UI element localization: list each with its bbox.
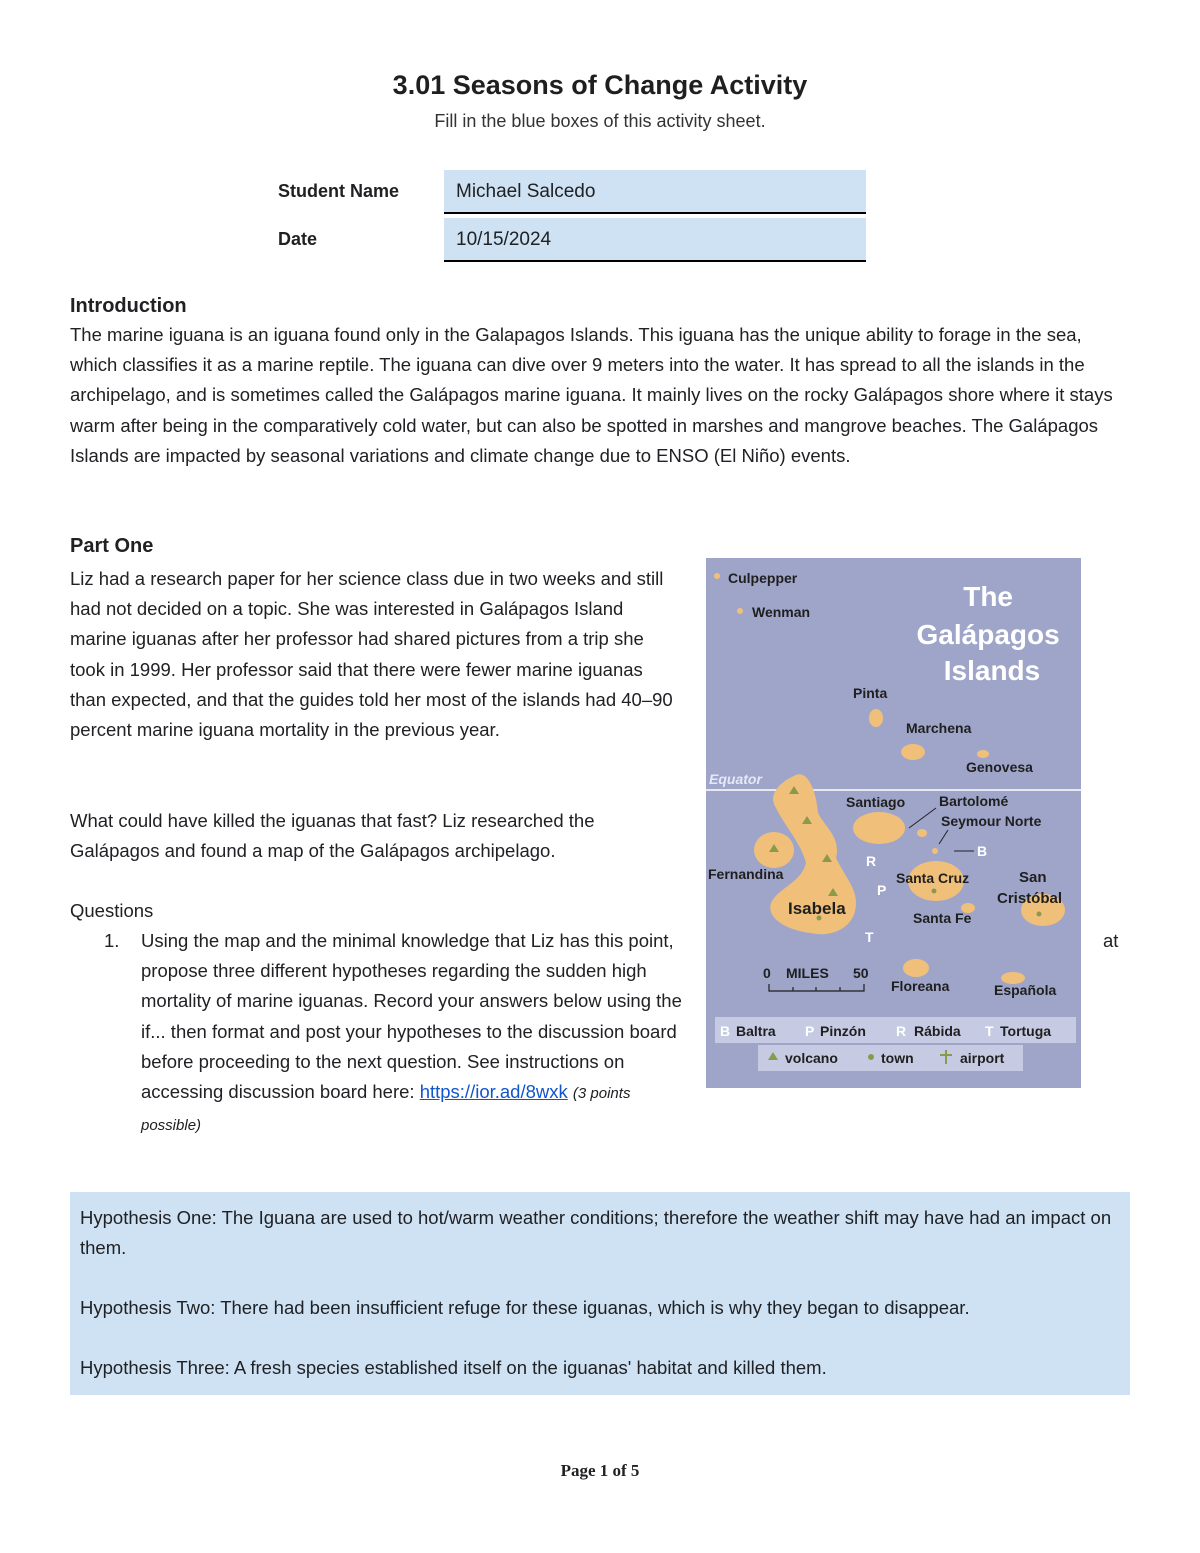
date-label: Date xyxy=(278,229,318,249)
scale-zero: 0 xyxy=(763,965,771,981)
hypothesis-two: Hypothesis Two: There had been insufficient refuge for these iguanas, which is why they began to disappear. xyxy=(80,1297,970,1318)
label-pinta: Pinta xyxy=(853,685,888,701)
page-title: 3.01 Seasons of Change Activity xyxy=(392,70,808,100)
marker-tortuga: T xyxy=(865,929,874,945)
legend-r-key: R xyxy=(896,1023,907,1039)
island-bartolome-area xyxy=(917,829,927,837)
island-genovesa xyxy=(977,750,989,758)
discussion-board-link[interactable]: https://ior.ad/8wxk xyxy=(419,1081,568,1103)
label-genovesa: Genovesa xyxy=(966,759,1033,775)
hypothesis-one: Hypothesis One: The Iguana are used to hot/warm weather conditions; therefore the weather shift may have had an impact on them. xyxy=(80,1207,1112,1258)
label-espanola: Española xyxy=(994,982,1057,998)
label-wenman: Wenman xyxy=(752,604,811,620)
island-marchena xyxy=(901,744,925,760)
marker-baltra: B xyxy=(977,843,988,859)
equator-label: Equator xyxy=(709,771,762,787)
legend-p-key: P xyxy=(805,1023,815,1039)
island-culpepper xyxy=(714,573,720,579)
map-title-line-2: Galápagos xyxy=(916,619,1060,650)
label-san: San xyxy=(1019,869,1047,886)
legend-t-key: T xyxy=(985,1023,994,1039)
label-santa-fe: Santa Fe xyxy=(913,910,972,926)
label-fernandina: Fernandina xyxy=(708,866,784,882)
points-note: (3 points possible) xyxy=(141,1085,631,1135)
student-name-label: Student Name xyxy=(278,181,400,201)
town-icon xyxy=(1037,912,1042,917)
label-santiago: Santiago xyxy=(846,794,906,810)
legend-volcano: volcano xyxy=(785,1050,838,1066)
island-seymour xyxy=(932,848,938,854)
question-number: 1. xyxy=(104,930,120,951)
hypotheses-answer-box[interactable] xyxy=(70,1192,1130,1395)
map-title-line-1: The xyxy=(963,581,1013,612)
part-one-paragraph: Liz had a research paper for her science class due in two weeks and still had not decided on a topic. She was interested in Galápagos Island marine iguanas after her professor had shared pictures from a trip she took in 1999. Her professor said that there were fewer marine iguanas than expected, and that the guides told her most of the islands had 40–90 percent marine iguana mortality in the previous year. xyxy=(70,568,673,741)
legend-airport: airport xyxy=(960,1050,1005,1066)
galapagos-map xyxy=(706,558,1081,1088)
map-title-line-3: Islands xyxy=(943,655,1041,686)
hypothesis-three: Hypothesis Three: A fresh species established itself on the iguanas' habitat and killed them. xyxy=(80,1357,827,1378)
page-subtitle: Fill in the blue boxes of this activity sheet. xyxy=(434,111,766,131)
legend-tortuga: Tortuga xyxy=(1000,1023,1052,1039)
label-cristobal: Cristóbal xyxy=(997,890,1063,907)
town-icon xyxy=(932,889,937,894)
part-one-heading: Part One xyxy=(70,535,154,557)
question-at-word: at xyxy=(1103,930,1119,951)
question-1-text xyxy=(141,926,686,1141)
question-1-body: Using the map and the minimal knowledge that Liz has this point, propose three different hypotheses regarding the sudden high mortality of marine iguanas. Record your answers below using the if... then format and post your hypotheses to the discussion board before proceeding to the next question. See instructions on accessing discussion board here: xyxy=(141,930,682,1103)
scale-label: MILES xyxy=(786,965,829,981)
legend-pinzon: Pinzón xyxy=(820,1023,866,1039)
scale-max: 50 xyxy=(853,965,869,981)
label-seymour: Seymour Norte xyxy=(941,813,1042,829)
part-one-question-intro: What could have killed the iguanas that fast? Liz researched the Galápagos and found a map of the Galápagos archipelago. xyxy=(70,810,595,862)
legend-town: town xyxy=(881,1050,914,1066)
island-wenman xyxy=(737,608,743,614)
label-floreana: Floreana xyxy=(891,978,950,994)
student-name-field[interactable]: Michael Salcedo xyxy=(444,170,866,214)
introduction-heading: Introduction xyxy=(70,295,187,317)
date-field[interactable]: 10/15/2024 xyxy=(444,218,866,262)
island-floreana xyxy=(903,959,929,977)
label-isabela: Isabela xyxy=(788,899,846,918)
questions-label: Questions xyxy=(70,900,154,921)
label-marchena: Marchena xyxy=(906,720,972,736)
island-santiago xyxy=(853,812,905,844)
page-number: Page 1 of 5 xyxy=(560,1461,640,1480)
label-santa-cruz: Santa Cruz xyxy=(896,870,970,886)
legend-b-key: B xyxy=(720,1023,731,1039)
legend-baltra: Baltra xyxy=(736,1023,776,1039)
introduction-text: The marine iguana is an iguana found only in the Galapagos Islands. This iguana has the unique ability to forage in the sea, which classifies it as a marine reptile. The iguana can dive over 9 meters into the water. It has spread to all the islands in the archipelago, and is sometimes called the Galápagos marine iguana. It mainly lives on the rocky Galápagos shore where it stays warm after being in the comparatively cold water, but can also be spotted in marshes and mangrove beaches. The Galápagos Islands are impacted by seasonal variations and climate change due to ENSO (El Niño) events. xyxy=(70,324,1113,466)
legend-rabida: Rábida xyxy=(914,1023,961,1039)
marker-rabida: R xyxy=(866,853,877,869)
island-pinta xyxy=(869,709,883,727)
label-culpepper: Culpepper xyxy=(728,570,798,586)
marker-pinzon: P xyxy=(877,882,887,898)
label-bartolome: Bartolomé xyxy=(939,793,1009,809)
legend-town-icon xyxy=(868,1054,874,1060)
